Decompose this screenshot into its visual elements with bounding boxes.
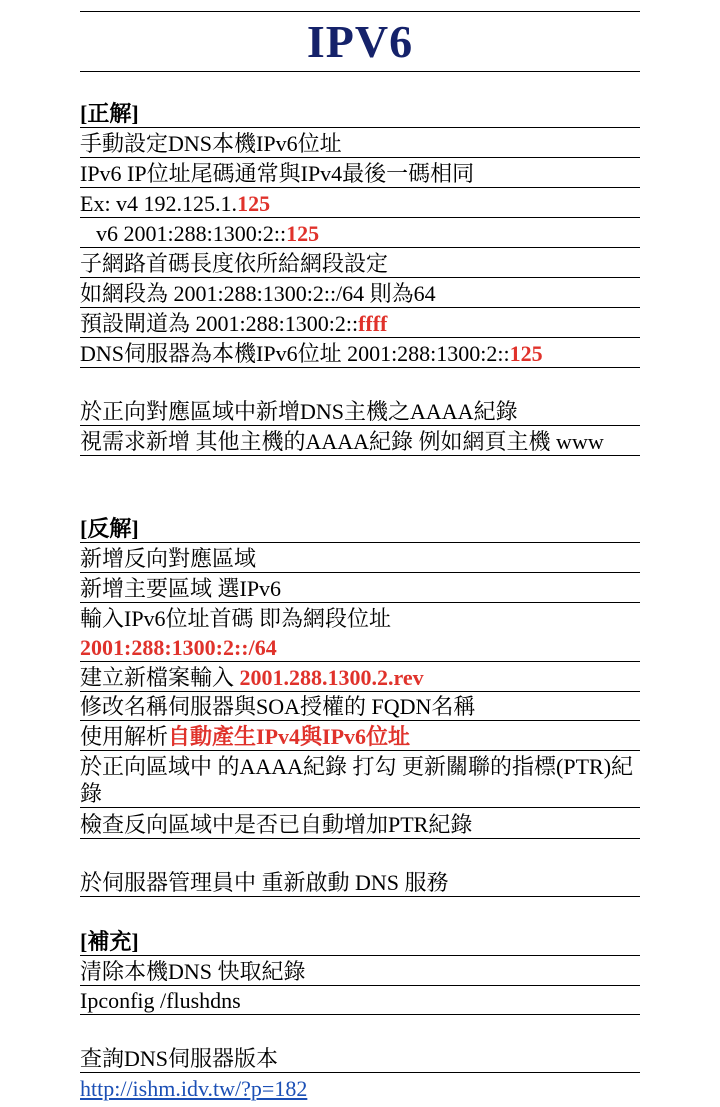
reverse-restart: 於伺服器管理員中 重新啟動 DNS 服務 [80,869,640,897]
example-v4-text: Ex: v4 192.125.1. [80,191,238,216]
reference-link[interactable]: http://ishm.idv.tw/?p=182 [80,1076,308,1101]
top-rule [80,11,640,12]
forward-line-2: IPv6 IP位址尾碼通常與IPv4最後一碼相同 [80,160,640,188]
reverse-check: 檢查反向區域中是否已自動增加PTR紀錄 [80,811,640,839]
gateway-text: 預設閘道為 2001:288:1300:2:: [80,311,359,336]
example-v4-highlight: 125 [237,191,271,216]
forward-para-aaaa: 於正向對應區域中新增DNS主機之AAAA紀錄 [80,398,640,426]
reverse-prefix: 2001:288:1300:2::/64 [80,634,640,662]
forward-line-8 [80,340,640,368]
reverse-line-2: 新增主要區域 選IPv6 [80,575,640,603]
supplement-clear-cache: 清除本機DNS 快取紀錄 [80,958,640,986]
forward-para-www: 視需求新增 其他主機的AAAA紀錄 例如網頁主機 www [80,428,640,456]
reverse-ptr: 於正向區域中 的AAAA紀錄 打勾 更新關聯的指標(PTR)紀錄 [80,753,640,808]
gateway-highlight: ffff [358,311,388,336]
reverse-parse [80,723,640,751]
newfile-text: 建立新檔案輸入 [80,665,240,690]
section-header-reverse: [反解] [80,515,640,543]
reverse-newfile [80,664,640,692]
forward-line-7 [80,310,640,338]
reverse-modify: 修改名稱伺服器與SOA授權的 FQDN名稱 [80,693,640,721]
section-header-forward: [正解] [80,100,640,128]
reverse-line-3: 輸入IPv6位址首碼 即為網段位址 [80,606,392,631]
dns-server-text: DNS伺服器為本機IPv6位址 2001:288:1300:2:: [80,341,510,366]
reverse-line-1: 新增反向對應區域 [80,545,640,573]
supplement-command: Ipconfig /flushdns [80,987,640,1015]
supplement-link-row [80,1075,640,1102]
forward-line-6: 如網段為 2001:288:1300:2::/64 則為64 [80,280,640,308]
section-header-supplement: [補充] [80,928,640,956]
forward-line-4 [80,220,640,248]
parse-text: 使用解析 [80,724,169,749]
parse-highlight: 自動產生IPv4與IPv6位址 [168,724,411,749]
newfile-highlight: 2001.288.1300.2.rev [239,665,424,690]
dns-server-highlight: 125 [509,341,543,366]
forward-line-3 [80,190,640,218]
example-v6-text: v6 2001:288:1300:2:: [96,221,287,246]
supplement-query-version: 查詢DNS伺服器版本 [80,1045,640,1073]
page-title: IPV6 [306,16,414,67]
example-v6-highlight: 125 [286,221,320,246]
forward-line-1: 手動設定DNS本機IPv6位址 [80,130,640,158]
forward-line-5: 子網路首碼長度依所給網段設定 [80,250,640,278]
title-rule [80,71,640,72]
